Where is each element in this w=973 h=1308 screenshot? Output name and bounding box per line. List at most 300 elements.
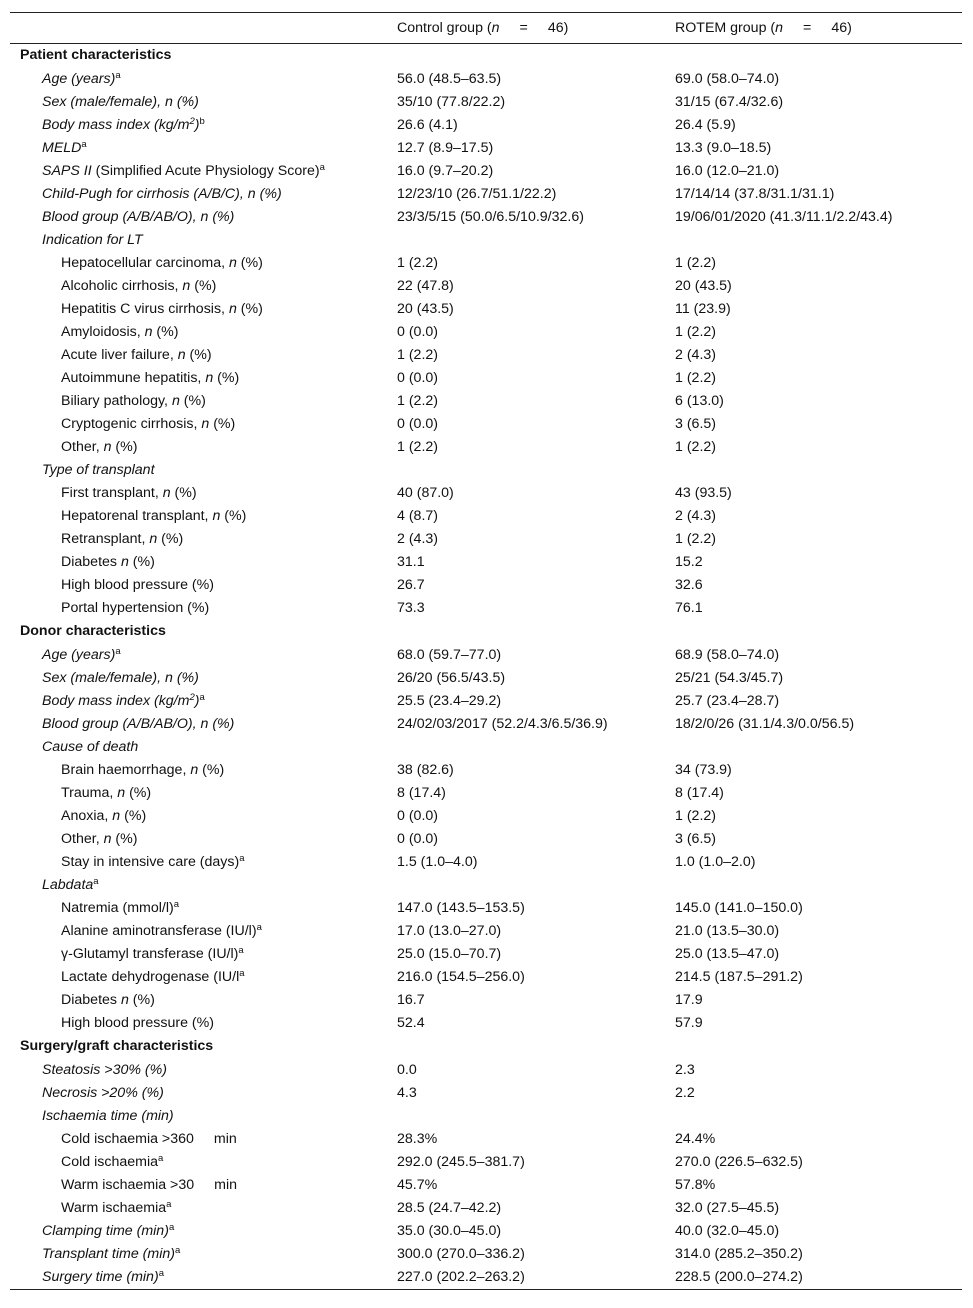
rotem-value (675, 620, 962, 644)
header-rotem-val: 46) (831, 19, 852, 36)
row-label-unit: min (214, 1176, 237, 1193)
row-label-text: Cold ischaemia >360 (61, 1130, 194, 1147)
row-label-text: Blood group (A/B/AB/O), n (%) (42, 715, 235, 732)
rotem-value: 69.0 (58.0–74.0) (675, 70, 780, 87)
rotem-value: 1 (2.2) (675, 323, 717, 340)
row-label-text: Autoimmune hepatitis, (61, 369, 206, 386)
row-label (10, 667, 397, 690)
header-control-val: 46) (547, 19, 569, 36)
control-value: 2 (4.3) (397, 530, 439, 547)
rotem-value (675, 736, 962, 759)
rotem-value: 32.0 (27.5–45.5) (675, 1199, 780, 1216)
row-label-text: High blood pressure (%) (61, 576, 214, 593)
row-label (10, 1105, 397, 1128)
row-label (10, 828, 397, 851)
row-label-text: Transplant time (min) (42, 1245, 175, 1262)
row-label (10, 229, 397, 252)
row-label-text: Steatosis >30% (%) (42, 1061, 167, 1078)
row-label-text: Diabetes (61, 991, 121, 1008)
row-label-suffix: (%) (170, 484, 197, 501)
control-value: 20 (43.5) (397, 300, 454, 317)
rotem-value (675, 874, 962, 897)
row-label (10, 44, 397, 68)
control-value: 147.0 (143.5–153.5) (397, 899, 525, 916)
row-label-text: Other, (61, 830, 104, 847)
row-label (10, 1059, 397, 1082)
rotem-value (675, 229, 962, 252)
row-label-footnote: a (174, 1244, 181, 1256)
rotem-value: 20 (43.5) (675, 277, 732, 294)
table-row (10, 874, 962, 897)
control-value: 28.3% (397, 1130, 438, 1147)
control-value: 1 (2.2) (397, 346, 439, 363)
characteristics-table-container (10, 12, 962, 1290)
rotem-value: 40.0 (32.0–45.0) (675, 1222, 780, 1239)
table-row (10, 667, 962, 690)
row-label-text: Patient characteristics (20, 47, 172, 64)
header-control-eq: = (519, 19, 528, 36)
table-row (10, 206, 962, 229)
row-label-italic: n (182, 277, 191, 294)
table-row (10, 183, 962, 206)
rotem-value: 57.9 (675, 1014, 703, 1031)
row-label-text: Warm ischaemia (61, 1199, 167, 1216)
row-label (10, 459, 397, 482)
table-row (10, 828, 962, 851)
table-row (10, 920, 962, 943)
control-value: 16.0 (9.7–20.2) (397, 162, 494, 179)
row-label-italic: n (190, 761, 199, 778)
row-label-text: Anoxia, (61, 807, 113, 824)
row-label (10, 1082, 397, 1105)
table-row (10, 252, 962, 275)
row-label-text: Age (years) (42, 70, 116, 87)
rotem-value: 6 (13.0) (675, 392, 724, 409)
control-value: 300.0 (270.0–336.2) (397, 1245, 525, 1262)
row-label (10, 966, 397, 989)
row-label-text: Acute liver failure, (61, 346, 178, 363)
table-row (10, 644, 962, 667)
row-label-suffix: ) (194, 116, 200, 133)
row-label (10, 436, 397, 459)
table-row (10, 782, 962, 805)
row-label-text: Natremia (mmol/l) (61, 899, 174, 916)
table-row (10, 805, 962, 828)
table-row (10, 275, 962, 298)
control-value: 35.0 (30.0–45.0) (397, 1222, 502, 1239)
table-row (10, 298, 962, 321)
row-label-footnote: a (319, 161, 325, 173)
table-row (10, 690, 962, 713)
row-label (10, 574, 397, 597)
row-label (10, 1012, 397, 1035)
row-label (10, 943, 397, 966)
rotem-value: 13.3 (9.0–18.5) (675, 139, 772, 156)
row-label-text: Cause of death (42, 738, 139, 755)
rotem-value: 214.5 (187.5–291.2) (675, 968, 803, 985)
rotem-value: 17.9 (675, 991, 703, 1008)
row-label-text: Body mass index (kg/m (42, 116, 190, 133)
table-row (10, 1128, 962, 1151)
control-value: 31.1 (397, 553, 425, 570)
control-value (397, 1035, 675, 1059)
rotem-value: 32.6 (675, 576, 703, 593)
rotem-value (675, 1105, 962, 1128)
row-label-text: Child-Pugh for cirrhosis (A/B/C), n (%) (42, 185, 282, 202)
row-label-suffix: (%) (220, 507, 247, 524)
table-row (10, 736, 962, 759)
row-label-text: Type of transplant (42, 461, 155, 478)
row-label (10, 1243, 397, 1266)
rotem-value: 11 (23.9) (675, 300, 731, 317)
row-label-italic: n (149, 530, 158, 547)
control-value: 4 (8.7) (397, 507, 439, 524)
row-label-suffix: (%) (236, 300, 263, 317)
row-label-italic: n (212, 507, 221, 524)
row-label-text: Hepatocellular carcinoma, (61, 254, 229, 271)
row-label (10, 114, 397, 137)
row-label-text: Age (years) (42, 646, 116, 663)
table-row (10, 91, 962, 114)
row-label-text: Surgery time (min) (42, 1268, 159, 1285)
row-label-footnote: a (158, 1267, 164, 1279)
table-row (10, 137, 962, 160)
rotem-value: 19/06/01/2020 (41.3/11.1/2.2/43.4) (675, 208, 893, 225)
rotem-value: 3 (6.5) (675, 830, 717, 847)
control-value: 1 (2.2) (397, 438, 439, 455)
row-label-italic: n (103, 830, 112, 847)
row-label-text: First transplant, (61, 484, 163, 501)
control-value: 28.5 (24.7–42.2) (397, 1199, 502, 1216)
control-value: 12.7 (8.9–17.5) (397, 139, 494, 156)
rotem-value: 145.0 (141.0–150.0) (675, 899, 803, 916)
section-header-row (10, 1035, 962, 1059)
row-label-text: Ischaemia time (min) (42, 1107, 174, 1124)
header-rotem-eq: = (803, 19, 812, 36)
row-label-superscript-unit: 2 (189, 115, 195, 127)
row-label (10, 137, 397, 160)
control-value: 0 (0.0) (397, 323, 439, 340)
header-rotem-n: n (775, 19, 784, 36)
rotem-value: 270.0 (226.5–632.5) (675, 1153, 803, 1170)
row-label (10, 805, 397, 828)
control-value: 23/3/5/15 (50.0/6.5/10.9/32.6) (397, 208, 584, 225)
row-label-text: Sex (male/female), n (%) (42, 93, 199, 110)
rotem-value: 314.0 (285.2–350.2) (675, 1245, 803, 1262)
table-row (10, 436, 962, 459)
rotem-value: 43 (93.5) (675, 484, 732, 501)
control-value: 0 (0.0) (397, 369, 439, 386)
table-row (10, 1174, 962, 1197)
row-label-text: Warm ischaemia >30 (61, 1176, 195, 1193)
rotem-value: 2 (4.3) (675, 346, 717, 363)
control-value: 0 (0.0) (397, 830, 439, 847)
row-label (10, 551, 397, 574)
section-header-row (10, 44, 962, 68)
row-label-text: Necrosis >20% (%) (42, 1084, 164, 1101)
row-label-footnote: a (173, 898, 180, 910)
table-row (10, 160, 962, 183)
control-value: 12/23/10 (26.7/51.1/22.2) (397, 185, 557, 202)
row-label (10, 183, 397, 206)
rotem-value (675, 44, 962, 68)
row-label-footnote: a (199, 691, 205, 703)
row-label (10, 298, 397, 321)
control-value: 292.0 (245.5–381.7) (397, 1153, 525, 1170)
row-label (10, 897, 397, 920)
row-label-text: MELD (42, 139, 82, 156)
row-label (10, 690, 397, 713)
row-label-unit: min (213, 1130, 237, 1147)
control-value: 0.0 (397, 1061, 417, 1078)
control-value (397, 44, 675, 68)
control-value: 227.0 (202.2–263.2) (397, 1266, 675, 1290)
row-label (10, 252, 397, 275)
control-value (397, 874, 675, 897)
table-row (10, 1266, 962, 1290)
control-value: 0 (0.0) (397, 415, 439, 432)
row-label (10, 91, 397, 114)
row-label (10, 344, 397, 367)
row-label-suffix: (%) (111, 438, 138, 455)
table-row (10, 229, 962, 252)
table-row (10, 344, 962, 367)
control-value (397, 620, 675, 644)
row-label-text: Hepatitis C virus cirrhosis, (61, 300, 229, 317)
row-label (10, 1128, 397, 1151)
row-label (10, 505, 397, 528)
row-label (10, 989, 397, 1012)
rotem-value: 3 (6.5) (675, 415, 717, 432)
table-row (10, 943, 962, 966)
row-label (10, 620, 397, 644)
rotem-value: 1 (2.2) (675, 530, 717, 547)
row-label (10, 390, 397, 413)
control-value: 35/10 (77.8/22.2) (397, 93, 506, 110)
header-control-group (397, 13, 675, 44)
table-row (10, 1012, 962, 1035)
table-row (10, 482, 962, 505)
row-label-suffix: (%) (185, 346, 212, 363)
control-value: 24/02/03/2017 (52.2/4.3/6.5/36.9) (397, 715, 608, 732)
control-value (397, 459, 675, 482)
row-label (10, 367, 397, 390)
row-label-text: Alcoholic cirrhosis, (61, 277, 183, 294)
row-label-suffix: (%) (125, 784, 152, 801)
table-row (10, 966, 962, 989)
row-label-text: Diabetes (61, 553, 121, 570)
control-value: 68.0 (59.7–77.0) (397, 646, 502, 663)
table-row (10, 1197, 962, 1220)
rotem-value: 1 (2.2) (675, 438, 717, 455)
row-label-text: Portal hypertension (%) (61, 599, 210, 616)
control-value (397, 736, 675, 759)
row-label (10, 321, 397, 344)
header-empty-cell (10, 13, 397, 44)
row-label-text: Blood group (A/B/AB/O), n (%) (42, 208, 235, 225)
row-label-text: Biliary pathology, (61, 392, 172, 409)
row-label (10, 851, 397, 874)
control-value: 1 (2.2) (397, 392, 439, 409)
table-row (10, 597, 962, 620)
row-label-suffix: (Simplified Acute Physiology Score) (91, 162, 320, 179)
row-label-text: Donor characteristics (20, 623, 166, 639)
control-value: 26.7 (397, 576, 425, 593)
table-row (10, 713, 962, 736)
control-value: 22 (47.8) (397, 277, 454, 294)
rotem-value: 2.3 (675, 1061, 695, 1078)
row-label (10, 874, 397, 897)
row-label-footnote: a (239, 852, 245, 864)
row-label-suffix: (%) (128, 553, 155, 570)
control-value: 25.0 (15.0–70.7) (397, 945, 502, 962)
row-label-italic: n (120, 553, 129, 570)
control-value: 26.6 (4.1) (397, 116, 458, 133)
table-row (10, 989, 962, 1012)
rotem-value (675, 1035, 962, 1059)
row-label-italic: n (162, 484, 171, 501)
row-label (10, 1266, 397, 1290)
row-label (10, 1220, 397, 1243)
row-label-italic: n (171, 392, 180, 409)
row-label-italic: n (205, 369, 214, 386)
row-label-text: Body mass index (kg/m (42, 692, 190, 709)
row-label (10, 1197, 397, 1220)
rotem-value: 34 (73.9) (675, 761, 732, 778)
rotem-value: 25.7 (23.4–28.7) (675, 692, 780, 709)
row-label-text: γ-Glutamyl transferase (IU/l) (61, 945, 239, 962)
row-label-text: Alanine aminotransferase (IU/l) (61, 922, 257, 939)
rotem-value: 8 (17.4) (675, 784, 724, 801)
row-label-footnote: a (158, 1152, 164, 1164)
table-row (10, 1220, 962, 1243)
row-label (10, 275, 397, 298)
table-row (10, 1151, 962, 1174)
table-row (10, 759, 962, 782)
row-label-suffix: (%) (120, 807, 147, 824)
table-row (10, 551, 962, 574)
row-label-text: Retransplant, (61, 530, 150, 547)
row-label (10, 1035, 397, 1059)
control-value (397, 229, 675, 252)
row-label-text: High blood pressure (%) (61, 1014, 214, 1031)
row-label-text: Hepatorenal transplant, (61, 507, 213, 524)
row-label-footnote: a (93, 875, 99, 887)
rotem-value: 25/21 (54.3/45.7) (675, 669, 784, 686)
table-row (10, 459, 962, 482)
control-value: 216.0 (154.5–256.0) (397, 968, 525, 985)
control-value: 16.7 (397, 991, 425, 1008)
row-label-text: Amyloidosis, (61, 323, 145, 340)
row-label-text: Surgery/graft characteristics (20, 1038, 214, 1054)
row-label-suffix: (%) (236, 254, 263, 271)
row-label-superscript-unit: 2 (189, 691, 195, 703)
row-label-suffix: (%) (198, 761, 225, 778)
row-label-suffix: (%) (213, 369, 240, 386)
table-row (10, 367, 962, 390)
row-label (10, 713, 397, 736)
header-rotem-pre: ROTEM group ( (675, 19, 776, 36)
rotem-value: 1 (2.2) (675, 807, 717, 824)
table-row (10, 505, 962, 528)
row-label-text: Clamping time (min) (42, 1222, 169, 1239)
row-label-italic: n (177, 346, 186, 363)
row-label (10, 413, 397, 436)
row-label-suffix: ) (194, 692, 200, 709)
row-label (10, 597, 397, 620)
table-row (10, 321, 962, 344)
rotem-value: 31/15 (67.4/32.6) (675, 93, 784, 110)
rotem-value: 228.5 (200.0–274.2) (675, 1266, 962, 1290)
row-label-footnote: a (81, 138, 87, 150)
section-header-row (10, 620, 962, 644)
characteristics-table (10, 12, 962, 1290)
control-value: 26/20 (56.5/43.5) (397, 669, 506, 686)
control-value: 4.3 (397, 1084, 417, 1101)
row-label-italic: n (117, 784, 126, 801)
rotem-value: 57.8% (675, 1176, 716, 1193)
row-label (10, 920, 397, 943)
row-label-suffix: (%) (128, 991, 155, 1008)
control-value: 17.0 (13.0–27.0) (397, 922, 502, 939)
table-row (10, 1082, 962, 1105)
row-label-footnote: a (115, 645, 121, 657)
row-label (10, 160, 397, 183)
control-value: 0 (0.0) (397, 807, 439, 824)
control-value: 73.3 (397, 599, 425, 616)
row-label (10, 644, 397, 667)
rotem-value (675, 459, 962, 482)
rotem-value: 2.2 (675, 1084, 695, 1101)
table-header (10, 13, 962, 44)
row-label (10, 482, 397, 505)
row-label (10, 736, 397, 759)
table-body (10, 44, 962, 1290)
rotem-value: 26.4 (5.9) (675, 116, 736, 133)
row-label (10, 759, 397, 782)
header-control-n: n (491, 19, 500, 36)
rotem-value: 1.0 (1.0–2.0) (675, 853, 756, 870)
row-label-text: Labdata (42, 876, 94, 893)
rotem-value: 25.0 (13.5–47.0) (675, 945, 780, 962)
table-row (10, 114, 962, 137)
control-value (397, 1105, 675, 1128)
rotem-value: 24.4% (675, 1130, 716, 1147)
table-row (10, 528, 962, 551)
control-value: 40 (87.0) (397, 484, 454, 501)
table-row (10, 897, 962, 920)
row-label-italic: n (201, 415, 210, 432)
row-label-text: SAPS II (42, 162, 92, 179)
rotem-value: 1 (2.2) (675, 254, 717, 271)
control-value: 1.5 (1.0–4.0) (397, 853, 478, 870)
table-row (10, 390, 962, 413)
table-row (10, 413, 962, 436)
rotem-value: 21.0 (13.5–30.0) (675, 922, 780, 939)
row-label-footnote: a (166, 1198, 172, 1210)
row-label-text: Lactate dehydrogenase (IU/l (61, 968, 240, 985)
control-value: 52.4 (397, 1014, 425, 1031)
table-row (10, 68, 962, 91)
table-row (10, 1105, 962, 1128)
row-label-footnote: b (199, 115, 205, 127)
rotem-value: 17/14/14 (37.8/31.1/31.1) (675, 185, 835, 202)
control-value: 45.7% (397, 1176, 438, 1193)
row-label-text: Cold ischaemia (61, 1153, 158, 1170)
control-value: 56.0 (48.5–63.5) (397, 70, 502, 87)
row-label-suffix: (%) (152, 323, 179, 340)
row-label-footnote: a (256, 921, 262, 933)
